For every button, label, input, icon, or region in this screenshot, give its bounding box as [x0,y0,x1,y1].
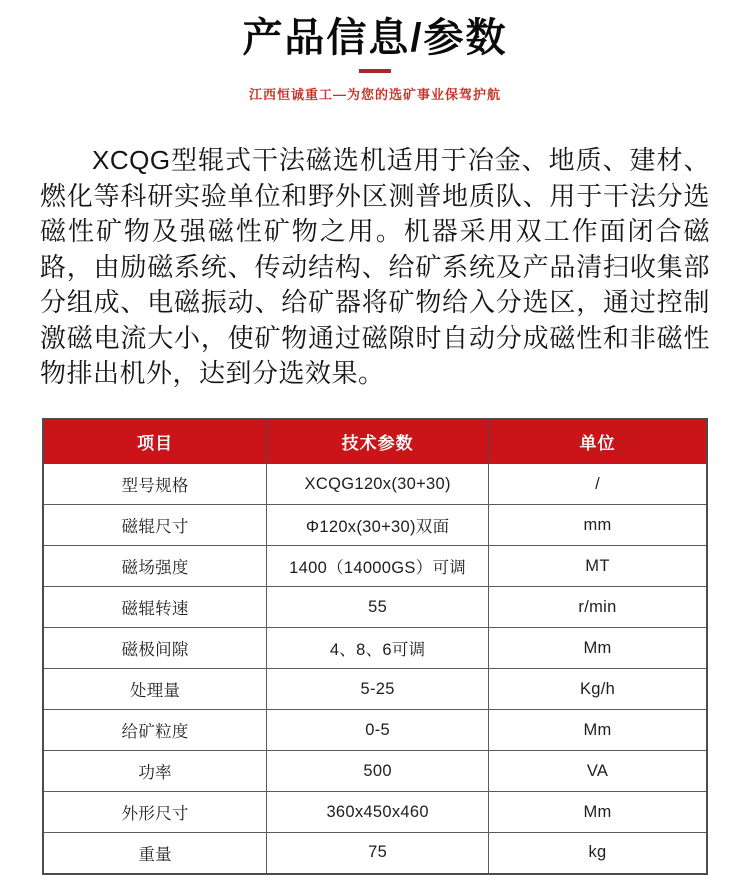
table-header-value: 技术参数 [267,419,489,464]
table-header-row [43,419,707,464]
unit-cell: Mm [489,792,707,833]
unit-cell: mm [489,505,707,546]
page-subtitle: 江西恒诚重工—为您的选矿事业保驾护航 [248,87,501,102]
table-row [43,751,707,792]
table-row [43,669,707,710]
unit-cell: / [489,464,707,505]
table-row [43,587,707,628]
item-cell: 重量 [43,833,267,874]
product-description: XCQG型辊式干法磁选机适用于冶金、地质、建材、燃化等科研实验单位和野外区测普地质队、用于干法分选磁性矿物及强磁性矿物之用。机器采用双工作面闭合磁路，由励磁系统、传动结构、给矿系统及产品清扫收集部分组成、电磁振动、给矿器将矿物给入分选区，通过控制激磁电流大小，使矿物通过磁隙时自动分成磁性和非磁性物排出机外，达到分选效果。 [40,145,710,388]
unit-cell: kg [489,833,707,874]
table-header-unit: 单位 [489,419,707,464]
value-cell: 500 [267,751,489,792]
value-cell: XCQG120x(30+30) [267,464,489,505]
page-title: 产品信息/参数 [242,16,508,60]
item-cell: 磁辊转速 [43,587,267,628]
table-header-item: 项目 [43,419,267,464]
item-cell: 磁辊尺寸 [43,505,267,546]
table-row [43,628,707,669]
item-cell: 处理量 [43,669,267,710]
value-cell: 0-5 [267,710,489,751]
unit-cell: VA [489,751,707,792]
item-cell: 型号规格 [43,464,267,505]
item-cell: 功率 [43,751,267,792]
item-cell: 给矿粒度 [43,710,267,751]
title-divider [359,69,391,73]
value-cell: 55 [267,587,489,628]
table-row [43,546,707,587]
spec-table [42,418,708,875]
value-cell: 4、8、6可调 [267,628,489,669]
unit-cell: MT [489,546,707,587]
spec-table-head [43,419,707,464]
table-row [43,464,707,505]
table-row [43,710,707,751]
table-row [43,833,707,874]
value-cell: 75 [267,833,489,874]
unit-cell: Mm [489,628,707,669]
table-row [43,792,707,833]
item-cell: 外形尺寸 [43,792,267,833]
spec-table-body [43,464,707,874]
item-cell: 磁场强度 [43,546,267,587]
unit-cell: Kg/h [489,669,707,710]
unit-cell: Mm [489,710,707,751]
value-cell: 5-25 [267,669,489,710]
value-cell: 360x450x460 [267,792,489,833]
unit-cell: r/min [489,587,707,628]
table-row [43,505,707,546]
value-cell: Φ120x(30+30)双面 [267,505,489,546]
item-cell: 磁极间隙 [43,628,267,669]
page-header [0,0,750,103]
value-cell: 1400（14000GS）可调 [267,546,489,587]
